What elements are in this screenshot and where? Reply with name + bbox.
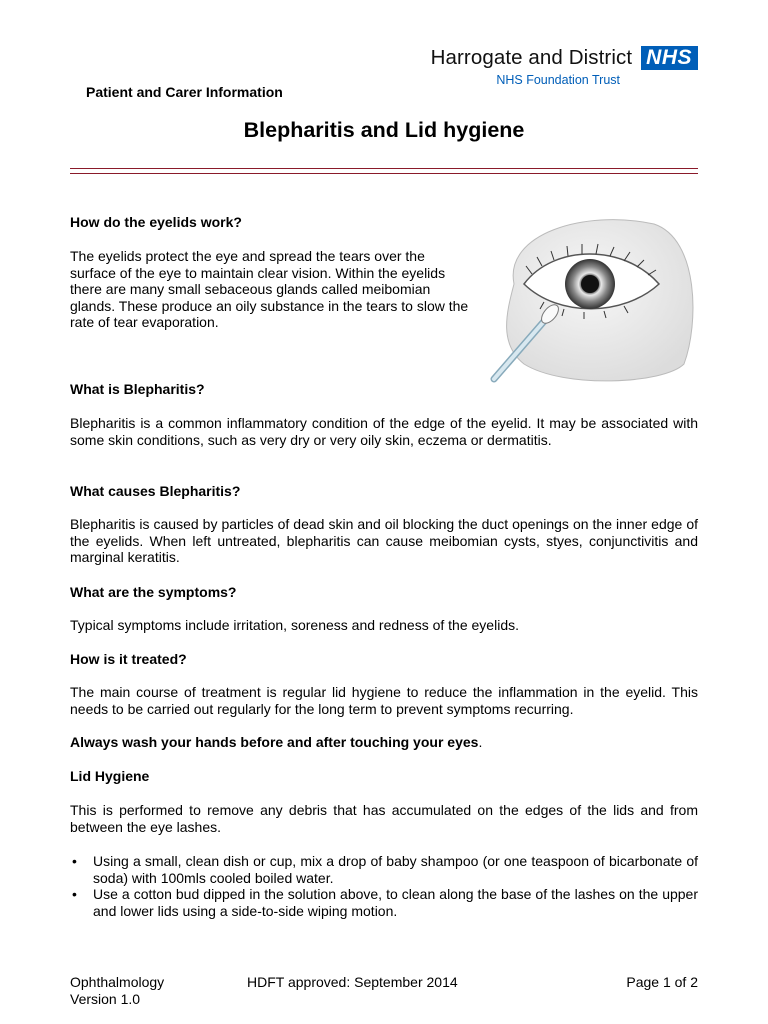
- page-title: Blepharitis and Lid hygiene: [243, 118, 525, 142]
- bullet-dot: •: [72, 853, 77, 869]
- footer-page-number: Page 1 of 2: [626, 974, 698, 990]
- hand-washing-note: [70, 734, 698, 751]
- list-item-text: Use a cotton bud dipped in the solution above, to clean along the base of the lashes on the upper and lower lids using a side-to-side wiping motion.: [93, 886, 698, 919]
- footer-approval: HDFT approved: September 2014: [247, 974, 458, 990]
- patient-info-label: Patient and Carer Information: [86, 84, 283, 100]
- causes-heading: What causes Blepharitis?: [70, 483, 241, 499]
- lid-hygiene-heading: Lid Hygiene: [70, 768, 150, 784]
- treated-paragraph: The main course of treatment is regular lid hygiene to reduce the inflammation in the eyelid. This needs to be carried out regularly for the long term to prevent symptoms recurring.: [70, 684, 698, 717]
- footer-left: [70, 974, 164, 1008]
- bullet-dot: •: [72, 886, 77, 902]
- footer-version: Version 1.0: [70, 991, 141, 1007]
- lid-hygiene-paragraph: This is performed to remove any debris that has accumulated on the edges of the lids and from between the eye lashes.: [70, 802, 698, 835]
- title-divider-top: [70, 168, 698, 169]
- hand-washing-bold: Always wash your hands before and after touching your eyes: [70, 734, 479, 750]
- list-item: [70, 853, 698, 886]
- nhs-badge: NHS: [641, 46, 698, 70]
- list-item-text: Using a small, clean dish or cup, mix a drop of baby shampoo (or one teaspoon of bicarbonate of soda) with 100mls cooled boiled water.: [93, 853, 698, 886]
- causes-paragraph: Blepharitis is caused by particles of dead skin and oil blocking the duct openings on the inner edge of the eyelids. When left untreated, blepharitis can cause meibomian cysts, styes, conjunctivitis and marginal keratitis.: [70, 516, 698, 565]
- eye-pupil: [581, 275, 599, 293]
- lid-hygiene-steps: [70, 853, 698, 919]
- what-heading: What is Blepharitis?: [70, 381, 205, 397]
- foundation-trust-label: NHS Foundation Trust: [496, 73, 620, 87]
- hand-washing-period: .: [478, 734, 483, 750]
- what-paragraph: Blepharitis is a common inflammatory condition of the edge of the eyelid. It may be associated with some skin conditions, such as very dry or very oily skin, eczema or dermatitis.: [70, 415, 698, 448]
- list-item: [70, 886, 698, 919]
- title-divider-bottom: [70, 173, 698, 174]
- symptoms-heading: What are the symptoms?: [70, 584, 237, 600]
- eyelids-heading: How do the eyelids work?: [70, 214, 242, 230]
- symptoms-paragraph: Typical symptoms include irritation, soreness and redness of the eyelids.: [70, 617, 519, 633]
- trust-name: Harrogate and District: [430, 46, 633, 69]
- treated-heading: How is it treated?: [70, 651, 187, 667]
- nhs-trust-logo: [431, 44, 698, 87]
- eyelids-paragraph: The eyelids protect the eye and spread the tears over the surface of the eye to maintain clear vision. Within the eyelids there are many small sebaceous glands called meibomian glands. These produce an oily substance in the tears to slow the rate of tear evaporation.: [70, 248, 469, 330]
- footer-department: Ophthalmology: [70, 974, 165, 990]
- eye-cleaning-illustration: [484, 214, 696, 384]
